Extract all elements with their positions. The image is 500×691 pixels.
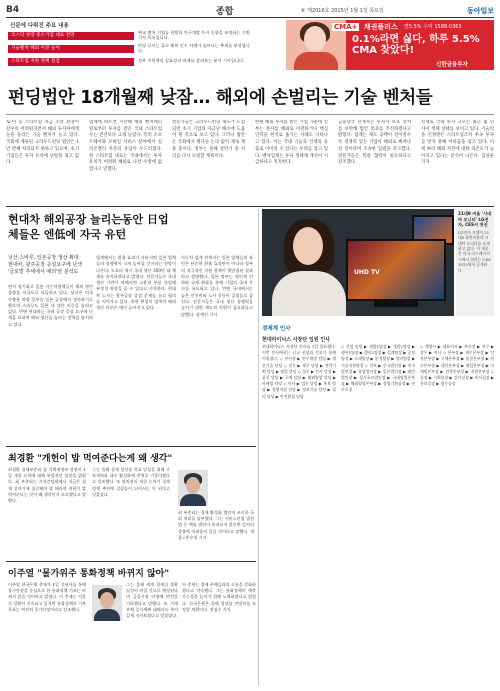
caption-title: 21대9 비율 '시네마 모니터' LG전자, CES서 첫선 [458,211,492,228]
article-body: 그는 올해 경제 성장률 목표 달성을 위해 구조개혁과 내수 활성화에 총력을 기울이겠다고 강조했다. 또 정치권의 개헌 논의가 경제 정책 추진에 걸림돌이 되어서는 안 된다고 덧붙였다. [92,467,170,497]
promo-tag: 코스닥 상장 중소기업 대표 전망 [8,32,134,40]
promo-block [6,20,494,70]
issue-date: ⑥ 제2016호 2015년 1월 1일 목요일 [301,8,384,14]
news-photo[interactable] [262,209,454,316]
lead-column: 금융당국 관계자는 투자자 보호 장치를 보완해 법안 통과를 추진하겠다고 밝혔다. 업계는 제도 공백이 길어질수록 경쟁력 있는 기업이 해외로 빠져나갈 것이라며 조속한 입법을 촉구했다. 전문가들은 민관 협력이 필요하다고 강조했다. [338,120,411,166]
promo-tag: 기술벤처 해외 이전 늘어 [8,45,134,53]
article-body: 업계에서는 환율 효과가 사라지면 일본 업체들의 경쟁력이 크게 높아질 것이라는 전망이 나온다. 도요타 역시 국내 생산 300만 대 체제를 유지하겠다고 밝혔다. 전문가들은 국내 생산 기반이 약해지면 고용과 부품 산업에 부정적 영향을 줄 수 있다고 지적한다. 현대차 노사는 광주공장 증설 문제를 놓고 협의를 이어가고 있다. 한편 완성차 업계의 해외 생산 비중은 매년 높아지고 있다. [96,255,176,311]
promo-list [6,20,256,70]
promo-desc: 판교 벤처 기업들 현황과 연구개발 투자 동향을 조명하는 기획 기사 목록입니다. [138,29,250,40]
ad-badge: CMA+ 채권플러스 [334,23,398,31]
lead-column: 토-미 등 스타트업 자금 조달 환경이 갈수록 어려워지면서 해외 투자자에게 눈을 돌리는 기술 벤처가 늘고 있다. 국회에 계류된 크라우드펀딩 법안은 1년 반째 처리되지 못하고 있으며, 초기 기업들은 투자 유치에 난항을 겪고 있다. [6,120,79,166]
article-body: 최 부총리는 경제 활성화 법안의 조속한 국회 처리를 당부했다. 그는 서비스산업 발전법 등 핵심 법안이 통과되지 않으면 일자리 창출에 어려움이 있을 것이라고 말했다. 세종=홍수영 기자 [178,510,254,540]
paper-name: 동아일보 [466,7,494,15]
article-title[interactable]: 이주열 "물가위주 통화정책 바뀌지 않아" [8,569,170,579]
personnel-section [262,324,494,686]
promo-tag: 스타트업 지원 정책 점검 [8,58,134,66]
article-body: 이주열 한국은행 총재가 1일 신년사를 통해 물가안정을 중심으로 한 통화정책 기조는 바뀌지 않을 것이라고 밝혔다. 이 총재는 저물가 상황이 지속되고 있지만 통화정책의 기본 목표는 여전히 물가안정이라고 강조했다. [8,582,86,612]
promo-row[interactable] [8,44,254,53]
article-body: 자동차 업계 관계자는 일본 업체들의 유턴은 단순한 환율 효과만이 아니라 정부의 적극적인 지원 정책이 뒷받침된 결과라고 설명했다. 일본 정부는 법인세 인하와 규제 완화를 통해 기업의 국내 투자를 유도하고 있다. 반면 국내에서는 높은 인건비와 노사 갈등이 걸림돌로 꼽힌다. 전문가들은 국내 생산 경쟁력을 높이기 위한 제도적 지원이 필요하다고 말했다. 정세진 기자 [181,255,253,317]
lead-column: 한편 해외 투자를 받은 기업 가운데 일부는 본사를 해외로 이전하거나 핵심 인력을 현지로 옮기는 사례도 나타나고 있다. 이는 국내 기술과 인재의 유출로 이어질 수 있다는 우려를 낳고 있다. 벤처업계는 투자 생태계 개선이 시급하다고 지적한다. [255,120,328,166]
photo-caption [456,209,494,316]
personnel-column: ◇ 신임 임원 ▶ 개발1팀장 ▶ 개발2팀장 ▶ 생산1팀장 ▶ 생산2팀장 ▶ 설계팀장 ▶ 공정팀장 ▶ 소재팀장 ▶ 분석팀장 ▶ 장비팀장 ▶ 기술지원팀장 ◇ 전보 ▶ 중국법인장 ▶ 미국법인장 ▶ 유럽법인장 ▶ 일본법인장 ▶ 대만법인장 ▶ 싱가포르법인장 ▶ 국내영업본부장 ▶ 해외영업본부장 ▶ 경영기획실장 ▶ 연구소장 [341,344,415,393]
personnel-column: ◇ 계열사 ▶ 대표이사 ▶ 부사장 ▶ 전무 ▶ 상무 ▶ 이사 ◇ 본부장 ▶ 재무본부장 ▶ 인사본부장 ▶ 구매본부장 ▶ 품질본부장 ▶ 연구본부장 ▶ 생산본부장 ▶ 영업본부장 ▶ 마케팅본부장 ▶ 전략본부장 ▶ 지원본부장 ◇ 실장 ▶ 기획실장 ▶ 감사실장 ▶ 비서실장 ▶ 홍보실장 ▶ 법무실장 [420,344,494,387]
article-body: 최경환 경제부총리 겸 기획재정부 장관이 1일 개헌 논의에 대해 부정적인 입장을 밝혔다. 최 부총리는 기자간담회에서 지금은 경제 살리기에 집중해야 할 때라며 개헌이 밥 먹여준다는 것이 왜 생각인지 모르겠다고 말했다. [8,467,86,504]
article-title[interactable]: 최경환 "개헌이 밥 먹여준다는게 왜 생각" [8,454,173,464]
article-title[interactable]: 현대차 해외공장 늘리는동안 日업체들은 엔低에 자국 유턴 [8,213,169,241]
headline-rule [6,114,494,115]
article-body: 그는 올해 세계 경제의 불확실성이 커질 것으로 예상된다며 금융시장 안정에 만전을 기하겠다고 말했다. 또 가계부채 증가세에 대해서도 주의 깊게 지켜보겠다고 덧붙였다. [126,582,178,619]
portrait-photo [178,470,208,506]
cma-advertisement[interactable] [286,20,494,70]
portrait-photo [92,585,122,621]
page-header [6,4,494,16]
ad-brand: 신한금융투자 [436,62,468,68]
section-rule [6,446,256,447]
section-rule [6,206,494,207]
section-title: 현대하이닉스 사장단 임원 인사 [262,337,331,343]
promo-desc: 정부 지원책의 실효성과 과제를 살펴보는 분석 기사입니다. [138,58,245,64]
lead-column: 업계에 따르면 지난해 해외 벤처캐피털로부터 투자를 받은 국내 스타트업 수는 전년보다 크게 늘었다. 특히 소프트웨어와 모바일 서비스 분야에서 실리콘밸리 자본의 유입이 두드러졌다. 한 스타트업 대표는 국내에서는 투자 유치가 어려워 해외로 나갈 수밖에 없었다고 말했다. [89,120,162,172]
section-heading: 경제계 인사 [262,326,291,332]
article-subtitle: 닛산·스바루, 일본공장 생산 확대 현대차, 광주공장 증설요구에 난색 '글로벌 추세에서 예외'란 분석도 [8,255,82,275]
promo-desc: 펀딩 규모는 줄고 해외 인수 사례가 늘어나는 추세를 분석합니다. [138,42,250,53]
main-headline[interactable]: 펀딩법안 18개월째 낮잠… 해외에 손벌리는 기술 벤처들 [8,88,433,108]
personnel-column: 현대하이닉스 사장단 인사를 1일 발표했다. 이번 인사에서는 신규 선임과 전보가 함께 이뤄졌다. ◇ 부사장 ▶ 연구개발 담당 ▶ 생산기술 담당 ◇ 전무 ▶ 재무 담당 ▶ 전략기획 담당 ▶ 영업 담당 ◇ 상무 ▶ 인사 담당 ▶ 품질 담당 ▶ 구매 담당 ▶ 해외영업 담당 ▶ 마케팅 담당 ◇ 이사 ▶ 법무 담당 ▶ 홍보 담당 ▶ 경영지원 담당 ▶ 정보기술 담당 ▶ 설비 담당 ▶ 안전환경 담당 [262,344,336,399]
photo-label: UHD TV [354,269,380,276]
lead-column: 실제로 국내 투자 규모는 최근 몇 년 사이 정체 상태를 보이고 있다. 기술력을 인정받은 스타트업조차 후속 투자를 받지 못해 어려움을 겪고 있다. 이에 따라 해외 자본에 대한 의존도가 높아지고 있다는 분석이 나온다. 김상운 기자 [421,120,494,166]
column-divider [258,209,259,686]
article-body: 이 총재는 경제 주체들과의 소통을 강화하겠다고 약속했다. 그는 통화정책의 예측 가능성을 높이기 위해 노력하겠다고 밝혔다. 한국은행은 올해 성장률 전망치를 조정할 계획이다. 정임수 기자 [182,582,256,612]
caption-body: LG전자 모델이 21대9 화면비율의 시네마 모니터를 소개하고 있다. 이 제품은 미국 라스베이거스에서 열리는 CES 2015에서 공개된다. [458,229,491,273]
ad-note: 연5.5% 수익 1588-0365 [404,24,462,30]
promo-row[interactable] [8,57,254,66]
article-body: 엔저 장기화로 일본 자동차업체들이 해외 생산 물량을 자국으로 되돌리고 있다. 닛산은 미국 수출용 차량 일부를 일본 공장에서 생산하기로 했으며 스바루도 일본 내 생산 비중을 늘리고 있다. 반면 현대차는 국내 공장 증설 요구에 난색을 표하며 해외 생산을 늘리는 전략을 유지하고 있다. [8,284,93,327]
ad-slogan: 0.1%라면 싫다, 하루 5.5% CMA 찾았다! [352,34,480,56]
promo-heading: 신문에 다뤄진 주요 내용 [10,23,69,29]
section-name: 종합 [216,6,234,17]
promo-row[interactable] [8,31,254,40]
section-rule [6,561,256,562]
lead-article [6,120,494,202]
page-number: B4 [6,5,20,15]
header-rule [6,17,494,18]
lead-column: 전문가들은 크라우드펀딩 제도가 도입되면 초기 기업의 자금난 해소에 도움이 될 것으로 보고 있다. 그러나 법안은 국회에서 별다른 논의 없이 계속 계류 중이다. 정부는 올해 상반기 중 처리를 다시 요청할 계획이다. [172,120,245,159]
